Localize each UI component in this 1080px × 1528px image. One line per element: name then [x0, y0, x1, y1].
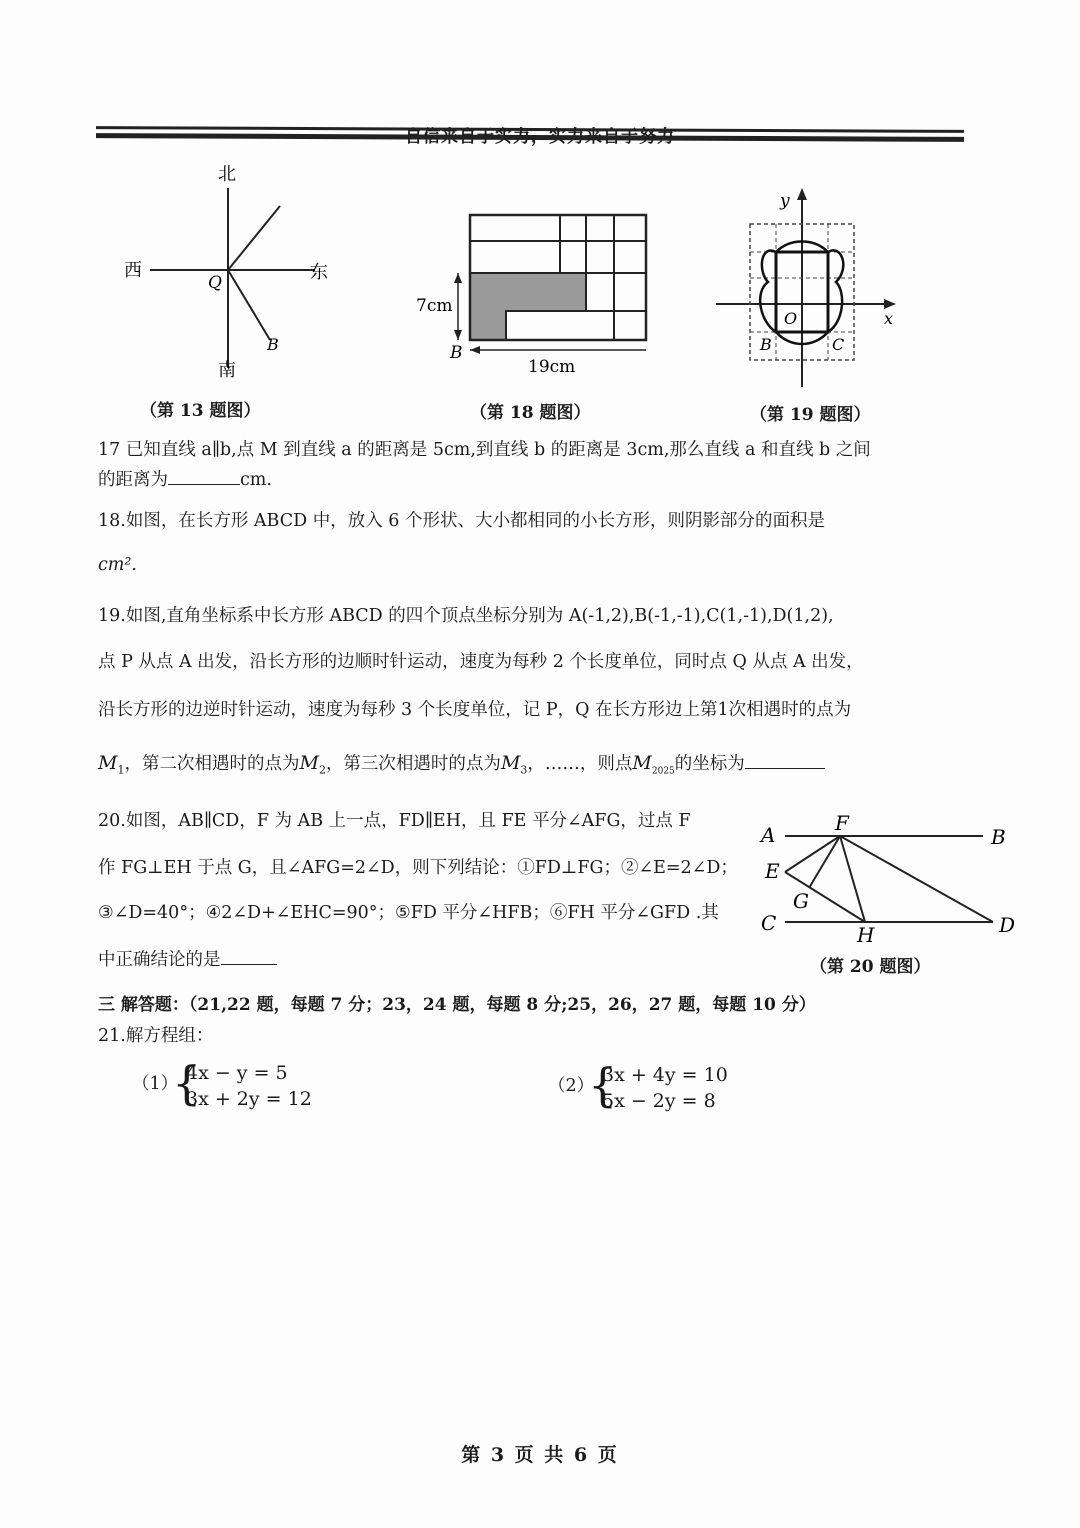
label-o: O	[784, 309, 798, 328]
label-b: B	[267, 335, 279, 354]
q19-line2: 点 P 从点 A 出发，沿长方形的边顺时针运动，速度为每秒 2 个长度单位，同时点 Q 从点 A 出发，	[98, 652, 864, 672]
q19-text: 的坐标为	[674, 754, 745, 774]
q18-line1: 18.如图，在长方形 ABCD 中，放入 6 个形状、大小都相同的小长方形，则阴影部分的面积是	[98, 511, 825, 531]
q21-p2-eq2: 5x − 2y = 8	[602, 1090, 716, 1112]
label-h: H	[857, 923, 875, 947]
label-q: Q	[208, 273, 222, 293]
figure-13	[110, 158, 350, 383]
q19-text: ，……，则点	[527, 754, 633, 774]
q20-line4	[98, 950, 277, 971]
q17-unit: cm.	[240, 470, 272, 490]
q21-part2-label: （2）	[548, 1076, 595, 1096]
q21-part1-label: （1）	[132, 1074, 179, 1094]
q20-text: 中正确结论的是	[98, 950, 221, 970]
q21-p1-eq1: 4x − y = 5	[186, 1062, 288, 1084]
small-rect-bottom	[506, 311, 614, 340]
label-b: B	[760, 335, 772, 354]
segment-fd	[840, 836, 993, 922]
label-g: G	[793, 889, 809, 913]
q19-text: ，第三次相遇时的点为	[325, 754, 501, 774]
m2025-sub: 2025	[651, 766, 675, 777]
q19-line1: 19.如图,直角坐标系中长方形 ABCD 的四个顶点坐标分别为 A(-1,2),B(-1,-1),C(1,-1),D(1,2),	[98, 606, 834, 626]
answer-blank	[745, 768, 825, 769]
label-east: 东	[310, 262, 328, 283]
q18-unit: cm².	[98, 555, 137, 575]
label-c: C	[832, 335, 845, 354]
m3-symbol: M	[500, 752, 521, 774]
q21-p2-eq1: 3x + 4y = 10	[602, 1064, 728, 1086]
figure-20	[755, 810, 1030, 950]
q20-line1: 20.如图，AB∥CD，F 为 AB 上一点，FD∥EH，且 FE 平分∠AFG，过点 F	[98, 811, 691, 831]
m1-sub: 1	[117, 763, 125, 777]
q17-line1: 17 已知直线 a∥b,点 M 到直线 a 的距离是 5cm,到直线 b 的距离是 3cm,那么直线 a 和直线 b 之间	[98, 440, 871, 460]
q21-p1-eq2: 3x + 2y = 12	[186, 1088, 312, 1110]
label-south: 南	[218, 360, 236, 381]
caption-fig20: （第 20 题图）	[810, 957, 931, 977]
label-y: y	[780, 191, 790, 211]
ray-northeast	[228, 206, 280, 270]
label-e: E	[765, 859, 780, 883]
label-a: A	[761, 823, 776, 847]
m2025-symbol: M	[632, 752, 652, 774]
label-b: B	[450, 343, 463, 363]
q19-line3: 沿长方形的边逆时针运动，速度为每秒 3 个长度单位，记 P，Q 在长方形边上第1次相遇时的点为	[98, 700, 852, 720]
label-b: B	[991, 825, 1006, 849]
label-19cm: 19cm	[528, 357, 576, 377]
arrow-head	[454, 330, 462, 340]
label-c: C	[761, 911, 777, 935]
m1-symbol: M	[98, 752, 118, 774]
segment-fe	[785, 836, 840, 872]
brace-icon: {	[588, 1058, 618, 1112]
arrow-head	[884, 299, 896, 309]
m3-sub: 3	[520, 763, 528, 777]
page-number: 第 3 页 共 6 页	[461, 1444, 619, 1466]
label-west: 西	[124, 260, 142, 281]
arrow-head	[797, 188, 807, 200]
q21-title: 21.解方程组：	[98, 1026, 214, 1046]
q19-text: ，第二次相遇时的点为	[124, 754, 300, 774]
answer-blank	[168, 484, 240, 485]
label-north: 北	[218, 164, 236, 185]
label-f: F	[835, 811, 849, 835]
m2-symbol: M	[299, 752, 319, 774]
arrow-head	[470, 346, 480, 354]
caption-fig13: （第 13 题图）	[140, 401, 261, 421]
caption-fig18: （第 18 题图）	[470, 403, 591, 423]
q17-text: 的距离为	[98, 470, 168, 490]
label-d: D	[999, 913, 1016, 937]
brace-icon: {	[172, 1056, 202, 1110]
answer-blank	[221, 964, 277, 965]
arrow-head	[454, 273, 462, 283]
ray-b	[228, 270, 270, 340]
label-7cm: 7cm	[416, 296, 453, 316]
section-3-title: 三 解答题：（21,22 题，每题 7 分；23，24 题，每题 8 分;25，26，27 题，每题 10 分）	[98, 995, 816, 1015]
q20-line2: 作 FG⊥EH 于点 G，且∠AFG=2∠D，则下列结论：①FD⊥FG；②∠E=2∠D；	[98, 858, 738, 878]
q19-line4	[98, 752, 825, 777]
q20-line3: ③∠D=40°；④2∠D+∠EHC=90°；⑤FD 平分∠HFB；⑥FH 平分∠GFD .其	[98, 903, 719, 923]
m2-sub: 2	[318, 763, 326, 777]
label-x: x	[884, 309, 894, 328]
figure-19	[710, 182, 900, 392]
q17-line2	[98, 470, 272, 491]
caption-fig19: （第 19 题图）	[750, 405, 871, 425]
segment-fg	[809, 836, 840, 888]
figure-18	[410, 205, 660, 385]
